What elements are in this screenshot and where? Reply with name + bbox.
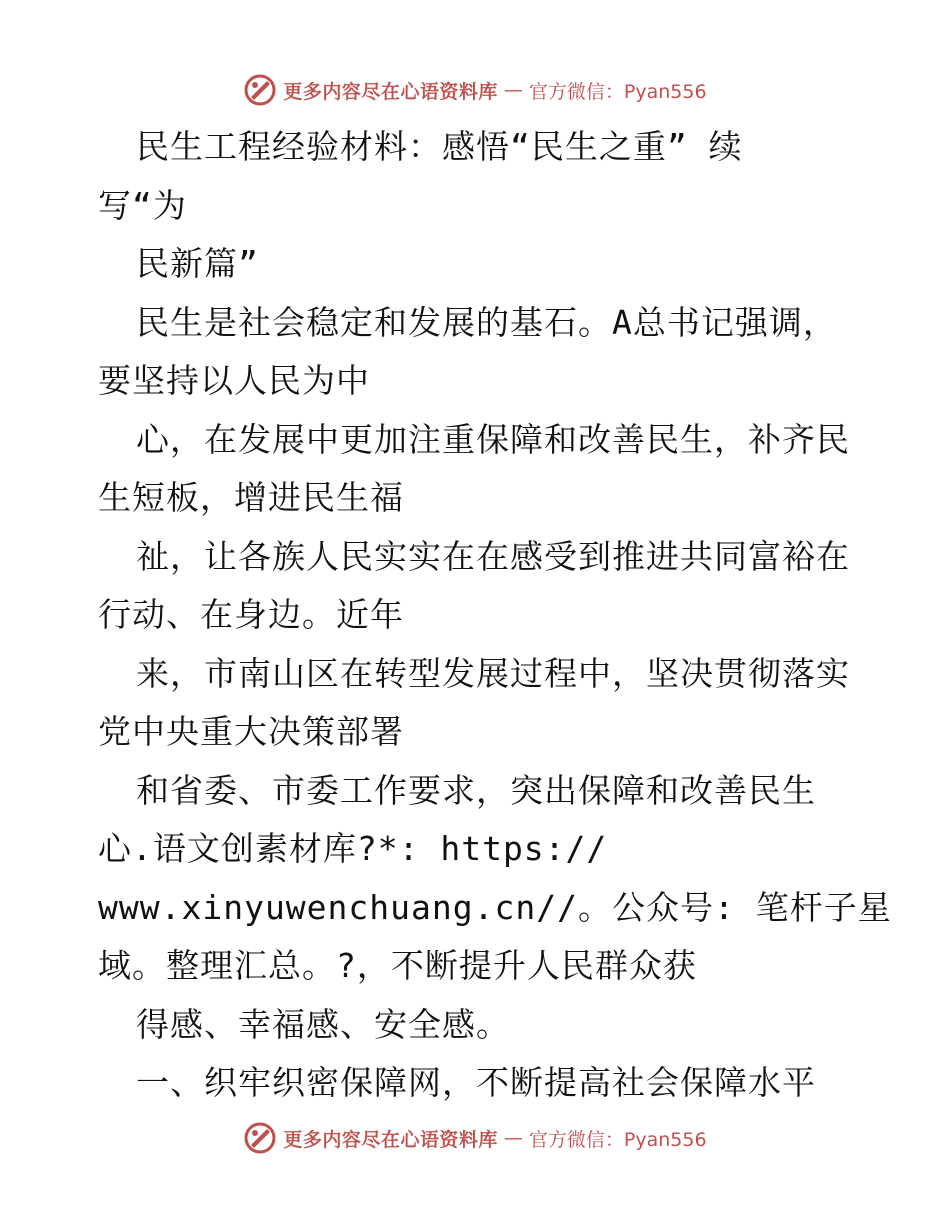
brand-logo-icon xyxy=(243,1121,277,1155)
text-line: 民生是社会稳定和发展的基石。A总书记强调， xyxy=(136,302,837,342)
watermark-wechat: 官方微信：Pyan556 xyxy=(528,1128,707,1151)
text-line: 民生工程经验材料：感悟“民生之重” 续 xyxy=(136,127,743,166)
brand-logo-icon xyxy=(243,73,277,107)
text-line: 要坚持以人民为中 xyxy=(98,361,370,400)
watermark-separator: — xyxy=(503,79,523,101)
footer-watermark xyxy=(0,1118,950,1158)
text-line: www.xinyuwenchuang.cn//。公众号: 笔杆子星 xyxy=(98,887,892,927)
text-line: 一、织牢织密保障网，不断提高社会保障水平 xyxy=(136,1063,816,1102)
header-watermark xyxy=(0,70,950,110)
text-line: 党中央重大决策部署 xyxy=(98,712,404,751)
text-line: 行动、在身边。近年 xyxy=(98,595,404,634)
text-line: 来，市南山区在转型发展过程中，坚决贯彻落实 xyxy=(136,653,850,693)
watermark-wechat: 官方微信：Pyan556 xyxy=(528,80,707,103)
watermark-brand: 更多内容尽在心语资料库 xyxy=(283,80,498,103)
text-line: 心，在发展中更加注重保障和改善民生，补齐民 xyxy=(136,419,850,459)
document-body xyxy=(98,118,892,1113)
text-line: 写“为 xyxy=(98,185,187,225)
watermark-brand: 更多内容尽在心语资料库 xyxy=(283,1128,498,1151)
text-line: 民新篇” xyxy=(136,244,259,283)
text-line: 域。整理汇总。?，不断提升人民群众获 xyxy=(98,946,697,985)
text-line: 得感、幸福感、安全感。 xyxy=(136,1004,510,1044)
text-line: 祉，让各族人民实实在在感受到推进共同富裕在 xyxy=(136,536,850,576)
text-line: 生短板，增进民生福 xyxy=(98,478,404,517)
text-line: 心.语文创素材库?*: https:// xyxy=(98,829,608,868)
text-line: 和省委、市委工作要求，突出保障和改善民生 xyxy=(136,770,816,810)
watermark-separator: — xyxy=(503,1127,523,1149)
